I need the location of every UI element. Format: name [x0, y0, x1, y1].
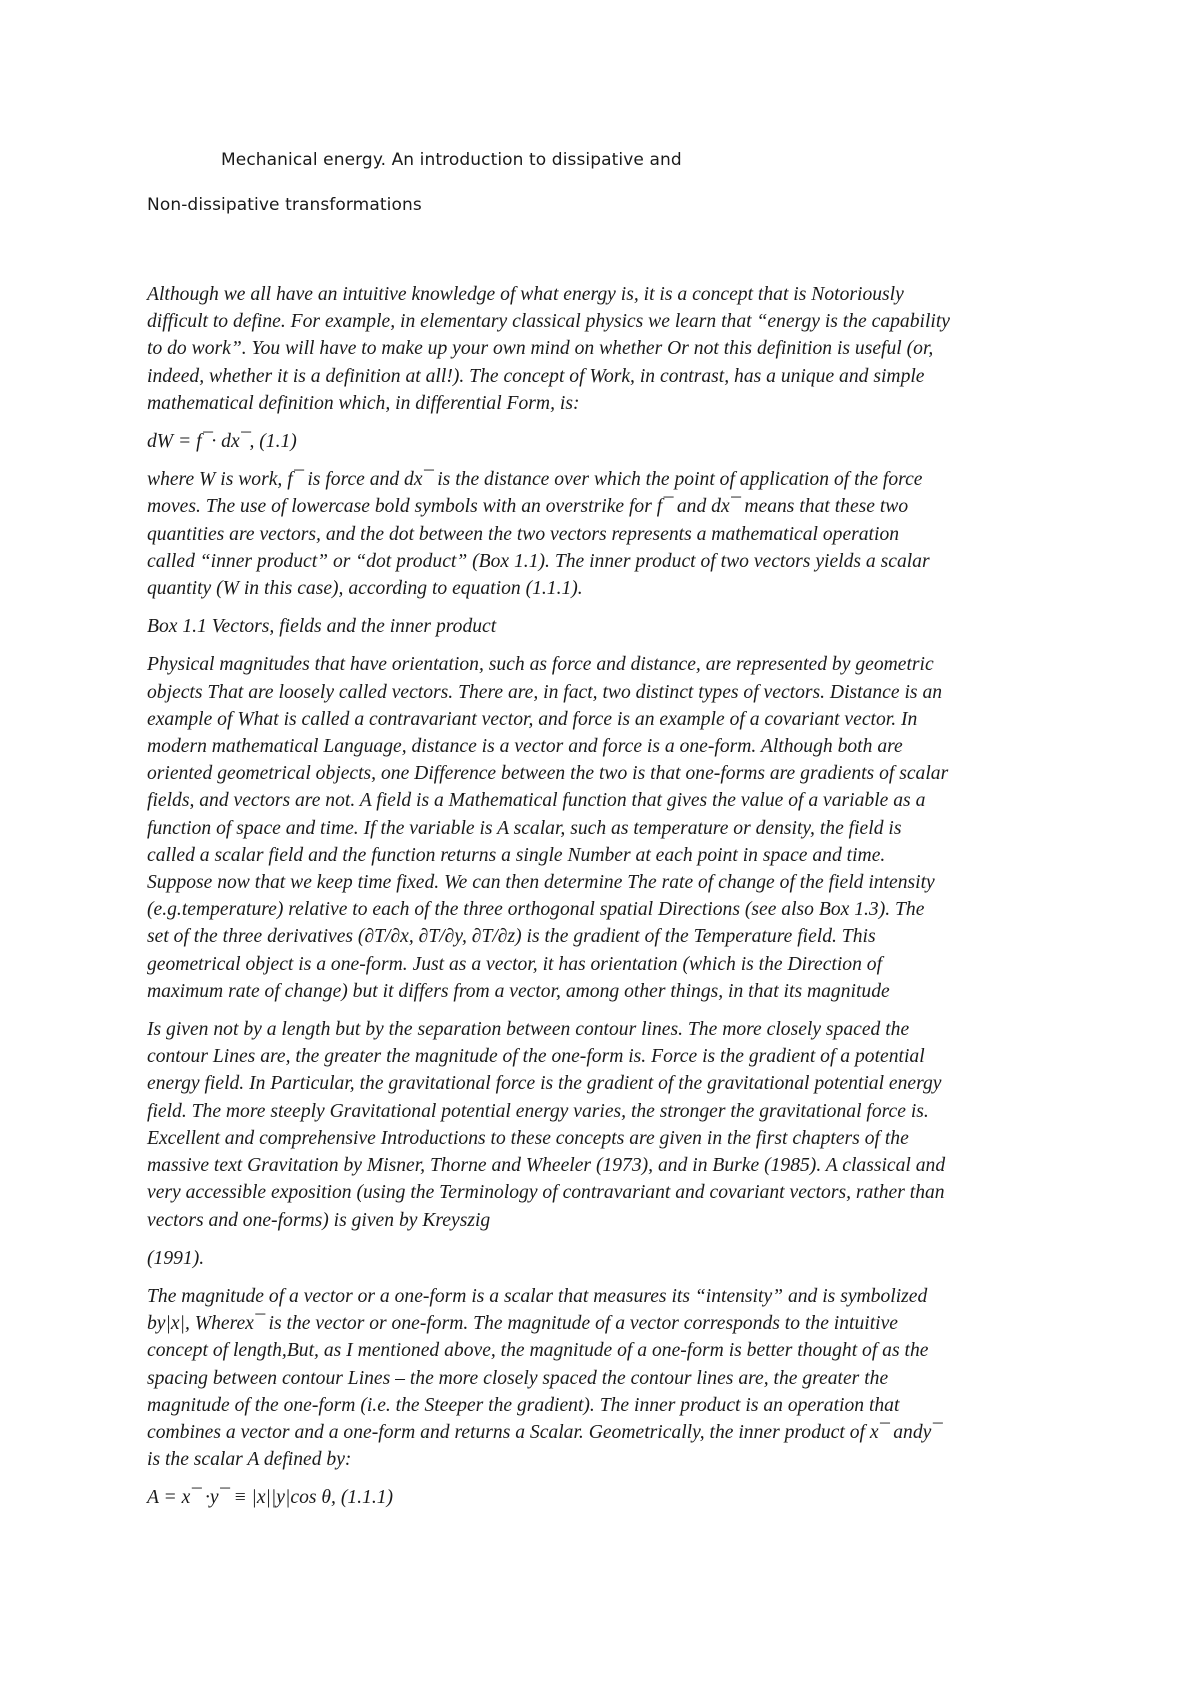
- text-line: objects That are loosely called vectors. There are, in fact, two distinct types of vectors. Distance is an: [147, 681, 943, 703]
- paragraph: [147, 281, 1082, 417]
- paragraph: [147, 1245, 1082, 1272]
- text-line: function of space and time. If the variable is A scalar, such as temperature or density, the field is: [147, 817, 902, 839]
- text-line: A = x¯ ·y¯ ≡ |x||y|cos θ, (1.1.1): [147, 1487, 394, 1509]
- text-line: fields, and vectors are not. A field is a Mathematical function that gives the value of a variable as a: [147, 790, 926, 812]
- text-line: example of What is called a contravariant vector, and force is an example of a covariant vector. In: [147, 708, 918, 730]
- paragraph: [147, 428, 1082, 455]
- text-line: indeed, whether it is a definition at all!). The concept of Work, in contrast, has a unique and simple: [147, 365, 925, 387]
- paragraph: [147, 613, 1082, 640]
- text-line: by|x|, Wherex¯ is the vector or one-form. The magnitude of a vector corresponds to the intuitive: [147, 1313, 898, 1335]
- text-line: set of the three derivatives (∂T/∂x, ∂T/∂y, ∂T/∂z) is the gradient of the Temperature field. This: [147, 926, 876, 948]
- text-line: spacing between contour Lines – the more closely spaced the contour lines are, the greater the: [147, 1367, 889, 1389]
- text-line: geometrical object is a one-form. Just as a vector, it has orientation (which is the Direction of: [147, 953, 883, 975]
- text-line: (1991).: [147, 1247, 205, 1269]
- paragraph: [147, 1484, 1082, 1511]
- text-line: energy field. In Particular, the gravitational force is the gradient of the gravitational potential energy: [147, 1073, 942, 1095]
- text-line: where W is work, f¯ is force and dx¯ is the distance over which the point of application of the force: [147, 469, 923, 491]
- paragraph: [147, 1016, 1082, 1234]
- text-line: mathematical definition which, in differential Form, is:: [147, 392, 580, 414]
- text-line: vectors and one-forms) is given by Kreyszig: [147, 1209, 491, 1231]
- text-line: called a scalar field and the function returns a single Number at each point in space and time.: [147, 844, 886, 866]
- paragraph: [147, 1283, 1082, 1473]
- text-line: combines a vector and a one-form and returns a Scalar. Geometrically, the inner product of x¯ andy¯: [147, 1421, 942, 1443]
- text-line: (e.g.temperature) relative to each of the three orthogonal spatial Directions (see also Box 1.3). The: [147, 899, 925, 921]
- document-title-line-1: Mechanical energy. An introduction to dissipative and: [221, 150, 682, 170]
- text-line: quantities are vectors, and the dot between the two vectors represents a mathematical operation: [147, 523, 900, 545]
- text-line: Is given not by a length but by the separation between contour lines. The more closely spaced the: [147, 1019, 910, 1041]
- text-line: massive text Gravitation by Misner, Thorne and Wheeler (1973), and in Burke (1985). A classical and: [147, 1155, 946, 1177]
- text-line: Excellent and comprehensive Introductions to these concepts are given in the first chapters of the: [147, 1127, 909, 1149]
- text-line: called “inner product” or “dot product” (Box 1.1). The inner product of two vectors yields a scalar: [147, 550, 930, 572]
- text-line: magnitude of the one-form (i.e. the Steeper the gradient). The inner product is an operation that: [147, 1394, 900, 1416]
- text-line: contour Lines are, the greater the magnitude of the one-form is. Force is the gradient of a potential: [147, 1046, 925, 1068]
- text-line: maximum rate of change) but it differs from a vector, among other things, in that its magnitude: [147, 980, 890, 1002]
- text-line: Suppose now that we keep time fixed. We can then determine The rate of change of the field intensity: [147, 872, 935, 894]
- text-line: moves. The use of lowercase bold symbols with an overstrike for f¯ and dx¯ means that these two: [147, 496, 909, 518]
- text-line: field. The more steeply Gravitational potential energy varies, the stronger the gravitational force is.: [147, 1100, 929, 1122]
- text-line: to do work”. You will have to make up your own mind on whether Or not this definition is useful (or,: [147, 338, 934, 360]
- text-line: Although we all have an intuitive knowledge of what energy is, it is a concept that is Notoriously: [147, 284, 904, 305]
- text-line: modern mathematical Language, distance is a vector and force is a one-form. Although both are: [147, 736, 903, 758]
- document-title-line-2: Non-dissipative transformations: [147, 195, 422, 215]
- text-line: The magnitude of a vector or a one-form is a scalar that measures its “intensity” and is symbolized: [147, 1285, 928, 1307]
- document-body: [147, 281, 1082, 1523]
- text-line: very accessible exposition (using the Terminology of contravariant and covariant vectors, rather than: [147, 1182, 945, 1204]
- text-line: quantity (W in this case), according to equation (1.1.1).: [147, 578, 583, 600]
- text-line: dW = f¯· dx¯, (1.1): [147, 431, 297, 453]
- text-line: Box 1.1 Vectors, fields and the inner product: [147, 616, 497, 638]
- paragraph: [147, 651, 1082, 1005]
- text-line: is the scalar A defined by:: [147, 1449, 352, 1471]
- text-line: difficult to define. For example, in elementary classical physics we learn that “energy is the capability: [147, 311, 950, 333]
- paragraph: [147, 466, 1082, 602]
- text-line: Physical magnitudes that have orientation, such as force and distance, are represented by geometric: [147, 654, 934, 676]
- text-line: oriented geometrical objects, one Difference between the two is that one-forms are gradients of scalar: [147, 763, 949, 785]
- text-line: concept of length,But, as I mentioned above, the magnitude of a one-form is better thought of as the: [147, 1340, 929, 1362]
